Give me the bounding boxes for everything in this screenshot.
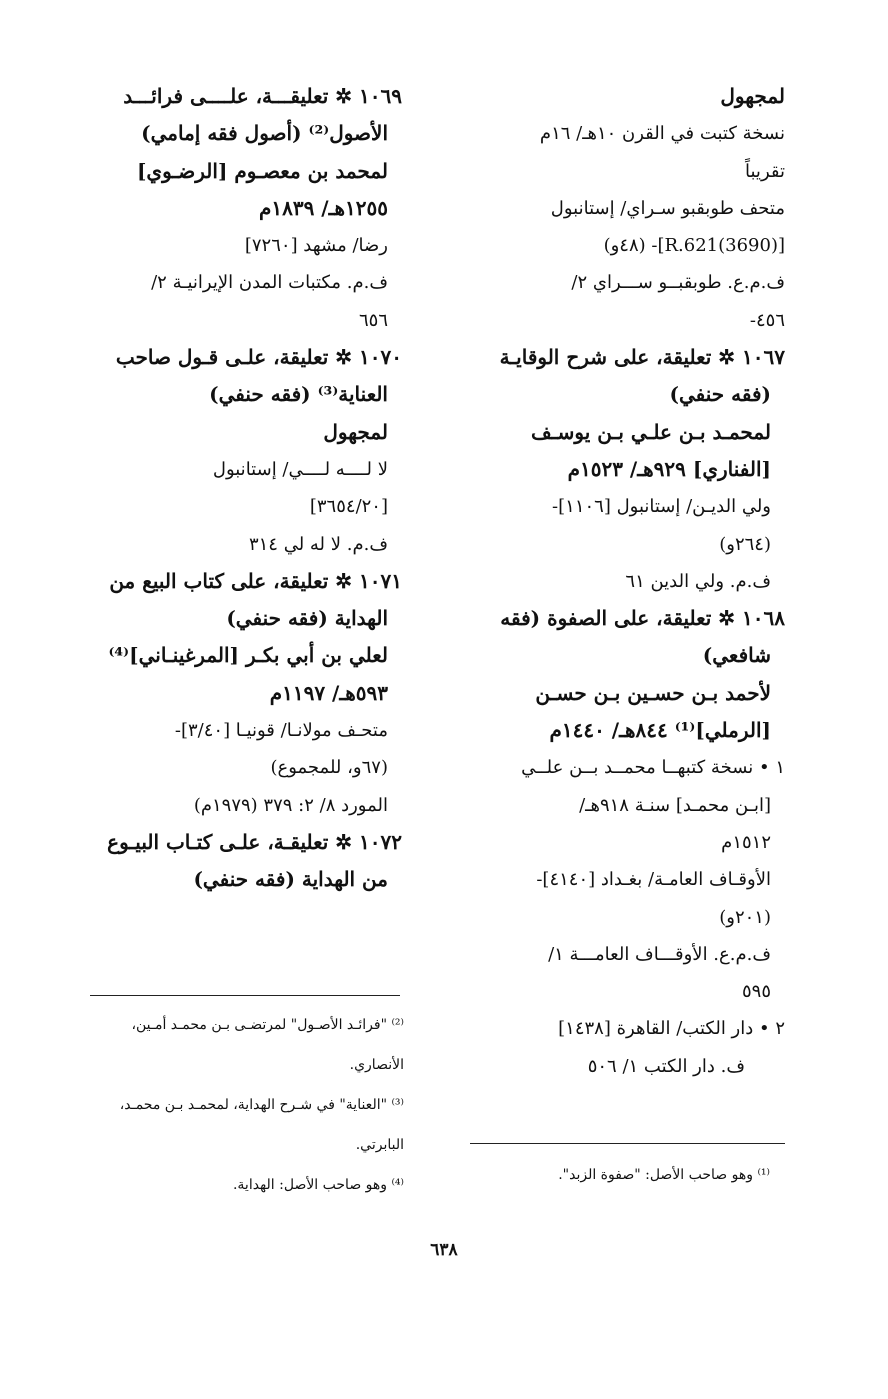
entry-line: متحـف مولانـا/ قونيـا [٣/٤٠]- — [174, 720, 388, 742]
entry-line: ٥٩٣هـ/ ١١٩٧م — [269, 680, 388, 705]
page-number: ٦٣٨ — [430, 1240, 458, 1260]
entry-line: [ابـن محمـد] سنـة ٩١٨هـ/ — [579, 794, 771, 816]
entry-line: (٢٦٤و) — [719, 533, 771, 555]
entry-line: [R.621(3690)]- (٤٨و) — [603, 235, 785, 257]
entry-line: لمجهول — [323, 419, 388, 444]
entry-line: لمحمـد بـن علـي بـن يوسـف — [531, 419, 771, 444]
entry-line: ١٠٦٩ ✲ تعليقـــة، علــــى فرائـــد — [123, 84, 402, 108]
entry-line: ١٠٧١ ✲ تعليقة، على كتاب البيع من — [109, 568, 402, 593]
entry-line: [الرملي]⁽¹⁾ ٨٤٤هـ/ ١٤٤٠م — [549, 718, 771, 743]
footnotes-left — [52, 1005, 404, 1205]
entry-line: ١ • نسخة كتبهــا محمــد بــن علــي — [521, 757, 785, 779]
entry-line: المورد ٨/ ٢: ٣٧٩ (١٩٧٩م) — [193, 794, 388, 816]
entry-line: ١٢٥٥هـ/ ١٨٣٩م — [258, 195, 388, 220]
entry-line: (٦٧و، للمجموع) — [270, 757, 388, 779]
entry-line: لعلي بن أبي بكـر [المرغينـاني]⁽⁴⁾ — [108, 643, 388, 668]
entry-line: [الفناري] ٩٢٩هـ/ ١٥٢٣م — [567, 456, 771, 481]
entry-line: الهداية (فقه حنفي) — [226, 606, 388, 631]
footnote-line: ⁽¹⁾ وهو صاحب الأصل: "صفوة الزبد". — [558, 1167, 770, 1183]
entry-line: لمجهول — [720, 84, 785, 108]
entry-line: الأوقـاف العامـة/ بغـداد [٤١٤٠]- — [536, 869, 771, 891]
entry-line: ف. دار الكتب ١/ ٥٠٦ — [587, 1055, 745, 1077]
entry-line: ف.م.ع. طوبقبــو ســـراي ٢/ — [571, 272, 785, 294]
entry-line: ١٥١٢م — [721, 831, 771, 853]
entry-line: ١٠٦٨ ✲ تعليقة، على الصفوة (فقه — [500, 606, 785, 631]
entry-line: ٦٥٦ — [358, 309, 388, 331]
entry-line: تقريباً — [745, 160, 785, 182]
entry-line: رضا/ مشهد [٧٢٦٠] — [244, 235, 388, 257]
right-column — [445, 78, 785, 1085]
footnote-separator-right — [470, 1143, 785, 1144]
footnote-line: ⁽²⁾ "فرائـد الأصـول" لمرتضـى بـن محمـد أمـين، — [131, 1017, 404, 1033]
entry-line: ف.م. لا له لي ٣١٤ — [248, 533, 388, 555]
entry-line: لا لــــه لــــي/ إستانبول — [212, 458, 388, 480]
footnote-line: البابرتي. — [355, 1137, 404, 1153]
footnotes-right — [445, 1155, 770, 1195]
entry-line: ١٠٧٢ ✲ تعليقـة، علـى كتـاب البيـوع — [107, 829, 402, 854]
entry-line: (٢٠١و) — [719, 906, 771, 928]
entry-line: من الهداية (فقه حنفي) — [193, 867, 388, 892]
entry-line: ١٠٦٧ ✲ تعليقة، على شرح الوقايـة — [499, 345, 785, 370]
entry-line: ٢ • دار الكتب/ القاهرة [١٤٣٨] — [558, 1018, 785, 1040]
footnote-line: ⁽⁴⁾ وهو صاحب الأصل: الهداية. — [232, 1177, 404, 1193]
entry-line: ف.م.ع. الأوقـــاف العامـــة ١/ — [548, 943, 771, 965]
entry-line: ٥٩٥ — [741, 981, 771, 1003]
entry-line: ٤٥٦- — [749, 309, 785, 331]
entry-line: ولي الديـن/ إستانبول [١١٠٦]- — [552, 496, 771, 518]
entry-line: لمحمد بن معصـوم [الرضـوي] — [136, 158, 388, 183]
entry-line: لأحمد بـن حسـين بـن حسـن — [535, 680, 771, 705]
entry-line: ف.م. مكتبات المدن الإيرانيـة ٢/ — [151, 272, 388, 294]
entry-line: متحف طوبقبو سـراي/ إستانبول — [550, 197, 785, 219]
entry-line: الأصول⁽²⁾ (أصول فقه إمامي) — [141, 121, 388, 146]
entry-line: العناية⁽³⁾ (فقه حنفي) — [209, 382, 388, 407]
left-column — [52, 78, 402, 899]
footnote-separator-left — [90, 995, 400, 996]
entry-line: ف.م. ولي الدين ٦١ — [625, 570, 771, 592]
entry-line: [٣٦٥٤/٢٠] — [309, 496, 388, 518]
footnote-line: ⁽³⁾ "العناية" في شـرح الهداية، لمحمـد بـن محمـد، — [119, 1097, 404, 1113]
entry-line: ١٠٧٠ ✲ تعليقة، علـى قـول صاحب — [115, 345, 402, 370]
entry-line: (فقه حنفي) — [669, 382, 771, 407]
footnote-line: الأنصاري. — [349, 1057, 404, 1073]
entry-line: شافعي) — [702, 643, 771, 668]
entry-line: نسخة كتبت في القرن ١٠هـ/ ١٦م — [539, 123, 785, 145]
